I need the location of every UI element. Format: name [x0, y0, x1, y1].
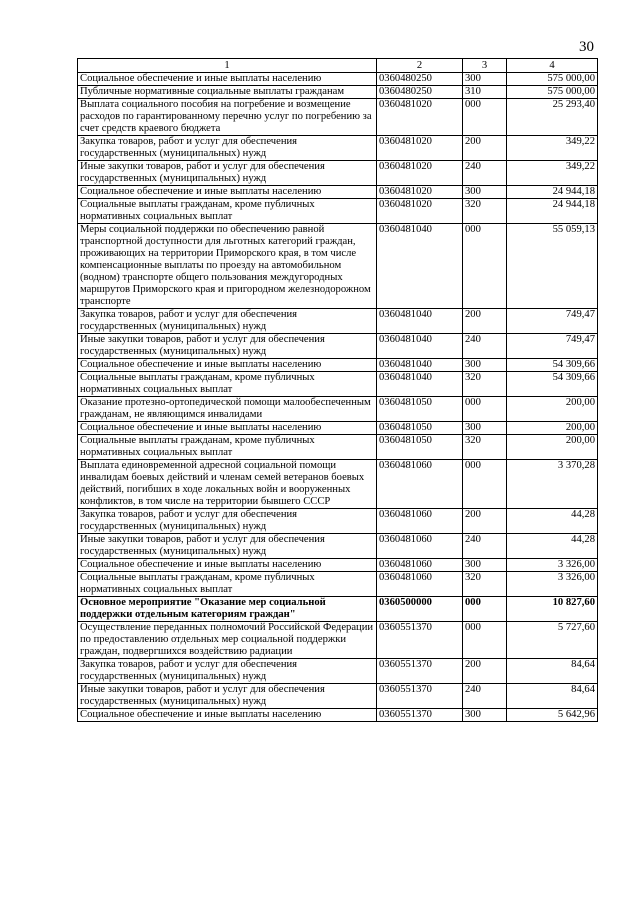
row-name-cell: Закупка товаров, работ и услуг для обеспечения государственных (муниципальных) нужд: [78, 136, 377, 161]
row-name-cell: Оказание протезно-ортопедической помощи малообеспеченным гражданам, не являющимся инвалидами: [78, 397, 377, 422]
row-type-cell: 200: [463, 136, 507, 161]
row-type-cell: 320: [463, 199, 507, 224]
row-code-cell: 0360481020: [377, 99, 463, 136]
table-row: [78, 334, 598, 359]
table-row: [78, 422, 598, 435]
table-row: [78, 572, 598, 597]
row-code-cell: 0360481040: [377, 309, 463, 334]
row-name-cell: Социальное обеспечение и иные выплаты населению: [78, 559, 377, 572]
row-sum-cell: 84,64: [507, 659, 598, 684]
budget-table: [77, 58, 598, 722]
row-type-cell: 300: [463, 559, 507, 572]
table-row: [78, 224, 598, 309]
row-type-cell: 300: [463, 709, 507, 722]
row-sum-cell: 54 309,66: [507, 359, 598, 372]
row-name-cell: Публичные нормативные социальные выплаты гражданам: [78, 86, 377, 99]
row-sum-cell: 575 000,00: [507, 73, 598, 86]
row-type-cell: 300: [463, 186, 507, 199]
table-row: [78, 622, 598, 659]
row-sum-cell: 749,47: [507, 309, 598, 334]
row-name-cell: Иные закупки товаров, работ и услуг для обеспечения государственных (муниципальных) нужд: [78, 161, 377, 186]
row-code-cell: 0360481040: [377, 224, 463, 309]
row-sum-cell: 44,28: [507, 534, 598, 559]
row-code-cell: 0360551370: [377, 622, 463, 659]
row-code-cell: 0360480250: [377, 73, 463, 86]
row-type-cell: 000: [463, 460, 507, 509]
row-name-cell: Социальное обеспечение и иные выплаты населению: [78, 73, 377, 86]
row-sum-cell: 3 326,00: [507, 559, 598, 572]
row-type-cell: 000: [463, 99, 507, 136]
table-row: [78, 559, 598, 572]
row-name-cell: Осуществление переданных полномочий Российской Федерации по предоставлению отдельных мер социальной поддержки граждан, подвергшихся воздействию радиации: [78, 622, 377, 659]
row-sum-cell: 10 827,60: [507, 597, 598, 622]
row-code-cell: 0360481060: [377, 460, 463, 509]
row-type-cell: 240: [463, 161, 507, 186]
table-row: [78, 199, 598, 224]
row-sum-cell: 5 642,96: [507, 709, 598, 722]
table-row: [78, 372, 598, 397]
row-code-cell: 0360481020: [377, 136, 463, 161]
row-name-cell: Социальное обеспечение и иные выплаты населению: [78, 709, 377, 722]
row-sum-cell: 24 944,18: [507, 199, 598, 224]
row-name-cell: Социальные выплаты гражданам, кроме публичных нормативных социальных выплат: [78, 199, 377, 224]
row-code-cell: 0360551370: [377, 709, 463, 722]
row-name-cell: Социальные выплаты гражданам, кроме публичных нормативных социальных выплат: [78, 572, 377, 597]
row-sum-cell: 25 293,40: [507, 99, 598, 136]
row-code-cell: 0360481020: [377, 161, 463, 186]
row-type-cell: 240: [463, 334, 507, 359]
page-number: 30: [579, 39, 594, 55]
row-code-cell: 0360481040: [377, 334, 463, 359]
table-header-row: [78, 59, 598, 73]
row-code-cell: 0360500000: [377, 597, 463, 622]
table-row: [78, 136, 598, 161]
table-row: [78, 309, 598, 334]
row-code-cell: 0360551370: [377, 684, 463, 709]
row-code-cell: 0360481060: [377, 534, 463, 559]
table-row: [78, 397, 598, 422]
row-type-cell: 300: [463, 359, 507, 372]
row-name-cell: Иные закупки товаров, работ и услуг для обеспечения государственных (муниципальных) нужд: [78, 684, 377, 709]
row-code-cell: 0360551370: [377, 659, 463, 684]
row-type-cell: 320: [463, 435, 507, 460]
row-type-cell: 000: [463, 622, 507, 659]
row-code-cell: 0360481040: [377, 359, 463, 372]
row-sum-cell: 24 944,18: [507, 186, 598, 199]
row-type-cell: 000: [463, 397, 507, 422]
header-col-3: 3: [463, 59, 507, 73]
row-type-cell: 310: [463, 86, 507, 99]
row-type-cell: 320: [463, 572, 507, 597]
row-type-cell: 200: [463, 309, 507, 334]
table-row: [78, 460, 598, 509]
row-sum-cell: 44,28: [507, 509, 598, 534]
row-name-cell: Выплата социального пособия на погребение и возмещение расходов по гарантированному перечню услуг по погребению за счет средств краевого бюджета: [78, 99, 377, 136]
row-code-cell: 0360481050: [377, 435, 463, 460]
row-type-cell: 300: [463, 73, 507, 86]
row-name-cell: Социальное обеспечение и иные выплаты населению: [78, 422, 377, 435]
header-col-1: 1: [78, 59, 377, 73]
header-col-2: 2: [377, 59, 463, 73]
row-code-cell: 0360481050: [377, 397, 463, 422]
row-type-cell: 000: [463, 597, 507, 622]
table-row: [78, 73, 598, 86]
row-code-cell: 0360481060: [377, 559, 463, 572]
header-col-4: 4: [507, 59, 598, 73]
row-type-cell: 000: [463, 224, 507, 309]
table-row: [78, 509, 598, 534]
row-name-cell: Иные закупки товаров, работ и услуг для обеспечения государственных (муниципальных) нужд: [78, 334, 377, 359]
row-code-cell: 0360480250: [377, 86, 463, 99]
row-name-cell: Закупка товаров, работ и услуг для обеспечения государственных (муниципальных) нужд: [78, 509, 377, 534]
table-body: [78, 73, 598, 722]
table-row: [78, 659, 598, 684]
table-row: [78, 709, 598, 722]
row-sum-cell: 349,22: [507, 161, 598, 186]
row-sum-cell: 84,64: [507, 684, 598, 709]
row-sum-cell: 749,47: [507, 334, 598, 359]
row-code-cell: 0360481050: [377, 422, 463, 435]
row-code-cell: 0360481060: [377, 572, 463, 597]
table-row: [78, 86, 598, 99]
row-name-cell: Социальные выплаты гражданам, кроме публичных нормативных социальных выплат: [78, 435, 377, 460]
row-type-cell: 300: [463, 422, 507, 435]
row-name-cell: Основное мероприятие "Оказание мер социальной поддержки отдельным категориям граждан": [78, 597, 377, 622]
table-row: [78, 597, 598, 622]
row-type-cell: 240: [463, 684, 507, 709]
row-type-cell: 200: [463, 509, 507, 534]
row-name-cell: Выплата единовременной адресной социальной помощи инвалидам боевых действий и членам семей ветеранов боевых действий, погибших в ходе локальных войн и вооруженных конфликтов, в том числе на территории бывшего СССР: [78, 460, 377, 509]
table-row: [78, 161, 598, 186]
row-sum-cell: 349,22: [507, 136, 598, 161]
row-name-cell: Меры социальной поддержки по обеспечению равной транспортной доступности для льготных категорий граждан, проживающих на территории Приморского края, в том числе компенсационные выплаты по проезду на автомобильном (водном) транспорте общего пользования междугородных маршрутов Приморского края и пригородном железнодорожном транспорте: [78, 224, 377, 309]
row-name-cell: Социальное обеспечение и иные выплаты населению: [78, 359, 377, 372]
row-sum-cell: 5 727,60: [507, 622, 598, 659]
row-sum-cell: 200,00: [507, 422, 598, 435]
row-sum-cell: 55 059,13: [507, 224, 598, 309]
row-sum-cell: 200,00: [507, 435, 598, 460]
row-name-cell: Социальные выплаты гражданам, кроме публичных нормативных социальных выплат: [78, 372, 377, 397]
row-sum-cell: 575 000,00: [507, 86, 598, 99]
row-name-cell: Закупка товаров, работ и услуг для обеспечения государственных (муниципальных) нужд: [78, 309, 377, 334]
row-code-cell: 0360481020: [377, 199, 463, 224]
table-row: [78, 99, 598, 136]
table-row: [78, 435, 598, 460]
row-name-cell: Закупка товаров, работ и услуг для обеспечения государственных (муниципальных) нужд: [78, 659, 377, 684]
row-code-cell: 0360481060: [377, 509, 463, 534]
row-sum-cell: 200,00: [507, 397, 598, 422]
row-type-cell: 200: [463, 659, 507, 684]
table-row: [78, 534, 598, 559]
table-row: [78, 359, 598, 372]
row-code-cell: 0360481040: [377, 372, 463, 397]
table-row: [78, 186, 598, 199]
row-type-cell: 240: [463, 534, 507, 559]
row-sum-cell: 3 370,28: [507, 460, 598, 509]
row-name-cell: Социальное обеспечение и иные выплаты населению: [78, 186, 377, 199]
row-sum-cell: 54 309,66: [507, 372, 598, 397]
row-sum-cell: 3 326,00: [507, 572, 598, 597]
row-code-cell: 0360481020: [377, 186, 463, 199]
table-row: [78, 684, 598, 709]
row-name-cell: Иные закупки товаров, работ и услуг для обеспечения государственных (муниципальных) нужд: [78, 534, 377, 559]
row-type-cell: 320: [463, 372, 507, 397]
